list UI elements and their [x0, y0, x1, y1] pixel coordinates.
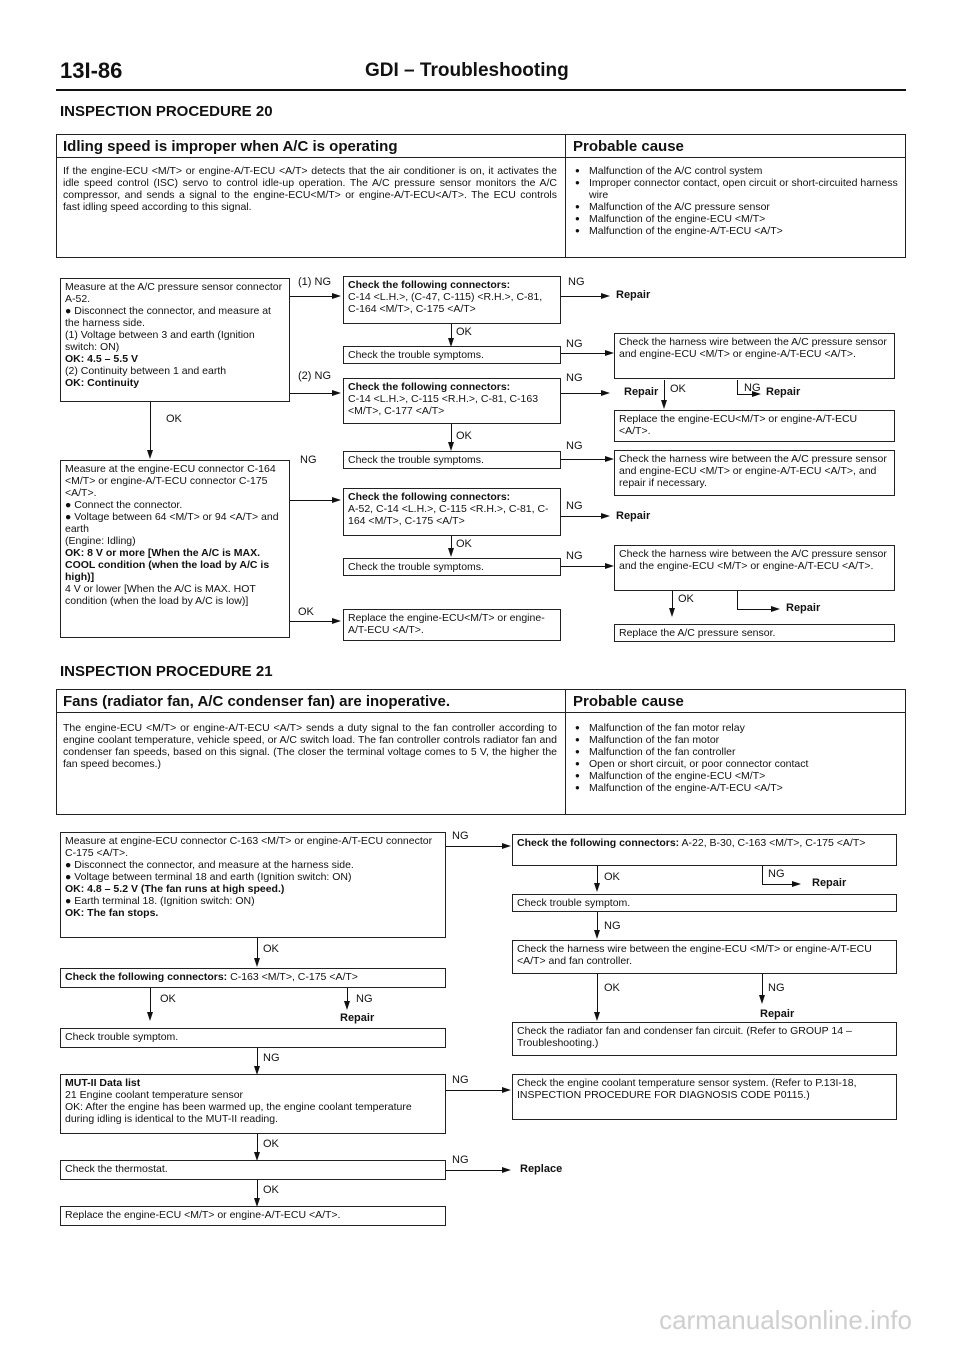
ip20-replace-ecu-1: Replace the engine-ECU<M/T> or engine-A/T-ECU <A/T>. — [614, 410, 895, 442]
repair-label: Repair — [786, 602, 821, 614]
ok-label: OK — [160, 993, 176, 1005]
ip21-thermostat: Check the thermostat. — [60, 1160, 446, 1180]
ok-label: OK — [456, 430, 472, 442]
ng-label: NG — [566, 338, 583, 350]
ng-label: NG — [300, 454, 317, 466]
ip20-harness-3: Check the harness wire between the A/C pressure sensor and the engine-ECU <M/T> or engine-A/T-ECU <A/T>. — [614, 545, 895, 591]
ng-label: NG — [604, 920, 621, 932]
ng-label: NG — [566, 500, 583, 512]
ip20-harness-2: Check the harness wire between the A/C pressure sensor and engine-ECU <M/T> or engine-A/T-ECU <A/T>, and repair if necessary. — [614, 450, 895, 496]
ip21-measure-ecu: Measure at engine-ECU connector C-163 <M/T> or engine-A/T-ECU connector C-175 <A/T>. ● Disconnect the connector, and measure at the harness side. ● Voltage between terminal 18 and earth (Ignition switch: ON) OK: 4.8 – 5.2 V (The fan runs at high speed.) ● Earth terminal 18. (Ignition switch: ON) OK: The fan stops. — [60, 832, 446, 938]
cause-item: ● Improper connector contact, open circuit or short-circuited harness wire — [573, 177, 899, 201]
ip20-description: If the engine-ECU <M/T> or engine-A/T-ECU <A/T> detects that the air conditioner is on, it activates the idle speed control (ISC) servo to control idle-up operation. The A/C pressure sensor monitors the A/C compressor, and sends a signal to the engine-ECU<M/T> or engine-A/T-ECU<A/T>. The ECU controls fast idling speed according to this signal. — [63, 165, 557, 213]
ip20-trouble-2: Check the trouble symptoms. — [343, 451, 561, 469]
ok-label: OK — [298, 606, 314, 618]
ip20-symptom: Idling speed is improper when A/C is operating — [63, 138, 398, 155]
cause-item: ● Malfunction of the engine-A/T-ECU <A/T> — [573, 782, 899, 794]
ip21-check-connectors-right: Check the following connectors: A-22, B-30, C-163 <M/T>, C-175 <A/T> — [512, 834, 897, 866]
repair-label: Repair — [624, 386, 659, 398]
ip20-replace-ecu-2: Replace the engine-ECU<M/T> or engine-A/T-ECU <A/T>. — [343, 609, 561, 641]
ip20-measure-ac-sensor: Measure at the A/C pressure sensor connector A-52. ● Disconnect the connector, and measure at the harness side. (1) Voltage between 3 and earth (Ignition switch: ON) OK: 4.5 – 5.5 V (2) Continuity between 1 and earth OK: Continuity — [60, 278, 290, 402]
replace-label: Replace — [520, 1163, 563, 1175]
ng-label: NG — [768, 982, 785, 994]
ng-label: (1) NG — [298, 276, 331, 288]
ip21-causes — [567, 722, 905, 794]
ng-label: (2) NG — [298, 370, 331, 382]
ip21-harness: Check the harness wire between the engine-ECU <M/T> or engine-A/T-ECU <A/T> and fan controller. — [512, 940, 897, 974]
ip20-heading: INSPECTION PROCEDURE 20 — [60, 103, 273, 120]
ip21-description: The engine-ECU <M/T> or engine-A/T-ECU <A/T> sends a duty signal to the fan controller according to engine coolant temperature, vehicle speed, or A/C switch load. The fan controller controls radiator fan and condenser fan speeds, based on this signal. (The closer the terminal voltage comes to 5 V, the higher the fan speed becomes.) — [63, 722, 557, 770]
repair-label: Repair — [812, 877, 847, 889]
ng-label: NG — [263, 1052, 280, 1064]
page-number: 13I-86 — [60, 58, 123, 83]
ng-label: NG — [356, 993, 373, 1005]
header-rule — [56, 89, 906, 91]
ok-label: OK — [263, 1138, 279, 1150]
ip20-harness-1: Check the harness wire between the A/C pressure sensor and engine-ECU <M/T> or engine-A/T-ECU <A/T>. — [614, 333, 895, 379]
ip20-trouble-3: Check the trouble symptoms. — [343, 558, 561, 576]
cause-item: ● Open or short circuit, or poor connector contact — [573, 758, 899, 770]
cause-item: ● Malfunction of the fan motor relay — [573, 722, 899, 734]
ip20-causes — [567, 165, 905, 237]
ip21-trouble-right: Check trouble symptom. — [512, 894, 897, 912]
cause-item: ● Malfunction of the fan controller — [573, 746, 899, 758]
ip20-check-connectors-1: Check the following connectors: C-14 <L.H.>, (C-47, C-115) <R.H.>, C-81, C-164 <M/T>, C-175 <A/T> — [343, 276, 561, 324]
ip21-probable-cause-title: Probable cause — [573, 693, 684, 710]
ip20-probable-cause-title: Probable cause — [573, 138, 684, 155]
ok-label: OK — [604, 982, 620, 994]
repair-label: Repair — [616, 289, 651, 301]
ip21-replace-ecu: Replace the engine-ECU <M/T> or engine-A/T-ECU <A/T>. — [60, 1206, 446, 1226]
repair-label: Repair — [616, 510, 651, 522]
cause-item: ● Malfunction of the A/C control system — [573, 165, 899, 177]
ip21-trouble-left: Check trouble symptom. — [60, 1028, 446, 1048]
ok-label: OK — [166, 413, 182, 425]
ok-label: OK — [263, 943, 279, 955]
ip20-replace-sensor: Replace the A/C pressure sensor. — [614, 624, 895, 642]
ok-label: OK — [670, 383, 686, 395]
ng-label: NG — [566, 440, 583, 452]
ip21-coolant-check: Check the engine coolant temperature sensor system. (Refer to P.13I-18, INSPECTION PROCEDURE FOR DIAGNOSIS CODE P0115.) — [512, 1074, 897, 1120]
ok-label: OK — [456, 538, 472, 550]
ip20-check-connectors-3: Check the following connectors: A-52, C-14 <L.H.>, C-115 <R.H.>, C-81, C-164 <M/T>, C-175 <A/T> — [343, 488, 561, 536]
repair-label: Repair — [340, 1012, 375, 1024]
ip20-trouble-1: Check the trouble symptoms. — [343, 346, 561, 364]
page-title: GDI – Troubleshooting — [365, 60, 569, 81]
cause-item: ● Malfunction of the engine-ECU <M/T> — [573, 213, 899, 225]
ng-label: NG — [452, 830, 469, 842]
ng-label: NG — [744, 382, 761, 394]
ng-label: NG — [566, 550, 583, 562]
ng-label: NG — [566, 372, 583, 384]
cause-item: ● Malfunction of the engine-ECU <M/T> — [573, 770, 899, 782]
ip21-check-connectors-left: Check the following connectors: C-163 <M/T>, C-175 <A/T> — [60, 968, 446, 988]
cause-item: ● Malfunction of the A/C pressure sensor — [573, 201, 899, 213]
ng-label: NG — [568, 276, 585, 288]
ok-label: OK — [456, 326, 472, 338]
ip21-heading: INSPECTION PROCEDURE 21 — [60, 663, 273, 680]
cause-item: ● Malfunction of the engine-A/T-ECU <A/T> — [573, 225, 899, 237]
ng-label: NG — [768, 868, 785, 880]
ng-label: NG — [452, 1074, 469, 1086]
ip20-check-connectors-2: Check the following connectors: C-14 <L.H.>, C-115 <R.H.>, C-81, C-163 <M/T>, C-177 <A/T> — [343, 378, 561, 424]
ip20-table — [56, 134, 906, 258]
ip21-table — [56, 689, 906, 815]
ip20-measure-ecu: Measure at the engine-ECU connector C-164 <M/T> or engine-A/T-ECU connector C-175 <A/T>. ● Connect the connector. ● Voltage between 64 <M/T> or 94 <A/T> and earth (Engine: Idling) OK: 8 V or more [When the A/C is MAX. COOL condition (when the load by A/C is high)] 4 V or lower [When the A/C is MAX. HOT condition (when the load by A/C is low)] — [60, 460, 290, 638]
ng-label: NG — [452, 1154, 469, 1166]
ip21-symptom: Fans (radiator fan, A/C condenser fan) are inoperative. — [63, 693, 451, 710]
ok-label: OK — [604, 871, 620, 883]
cause-item: ● Malfunction of the fan motor — [573, 734, 899, 746]
repair-label: Repair — [760, 1008, 795, 1020]
ip21-radiator-check: Check the radiator fan and condenser fan circuit. (Refer to GROUP 14 – Troubleshooting.) — [512, 1022, 897, 1056]
watermark: carmanualsonline.info — [659, 1305, 912, 1335]
ip21-mut-data-list: MUT-II Data list 21 Engine coolant temperature sensor OK: After the engine has been warmed up, the engine coolant temperature during idling is identical to the MUT-II reading. — [60, 1074, 446, 1134]
repair-label: Repair — [766, 386, 801, 398]
ok-label: OK — [263, 1184, 279, 1196]
ok-label: OK — [678, 593, 694, 605]
